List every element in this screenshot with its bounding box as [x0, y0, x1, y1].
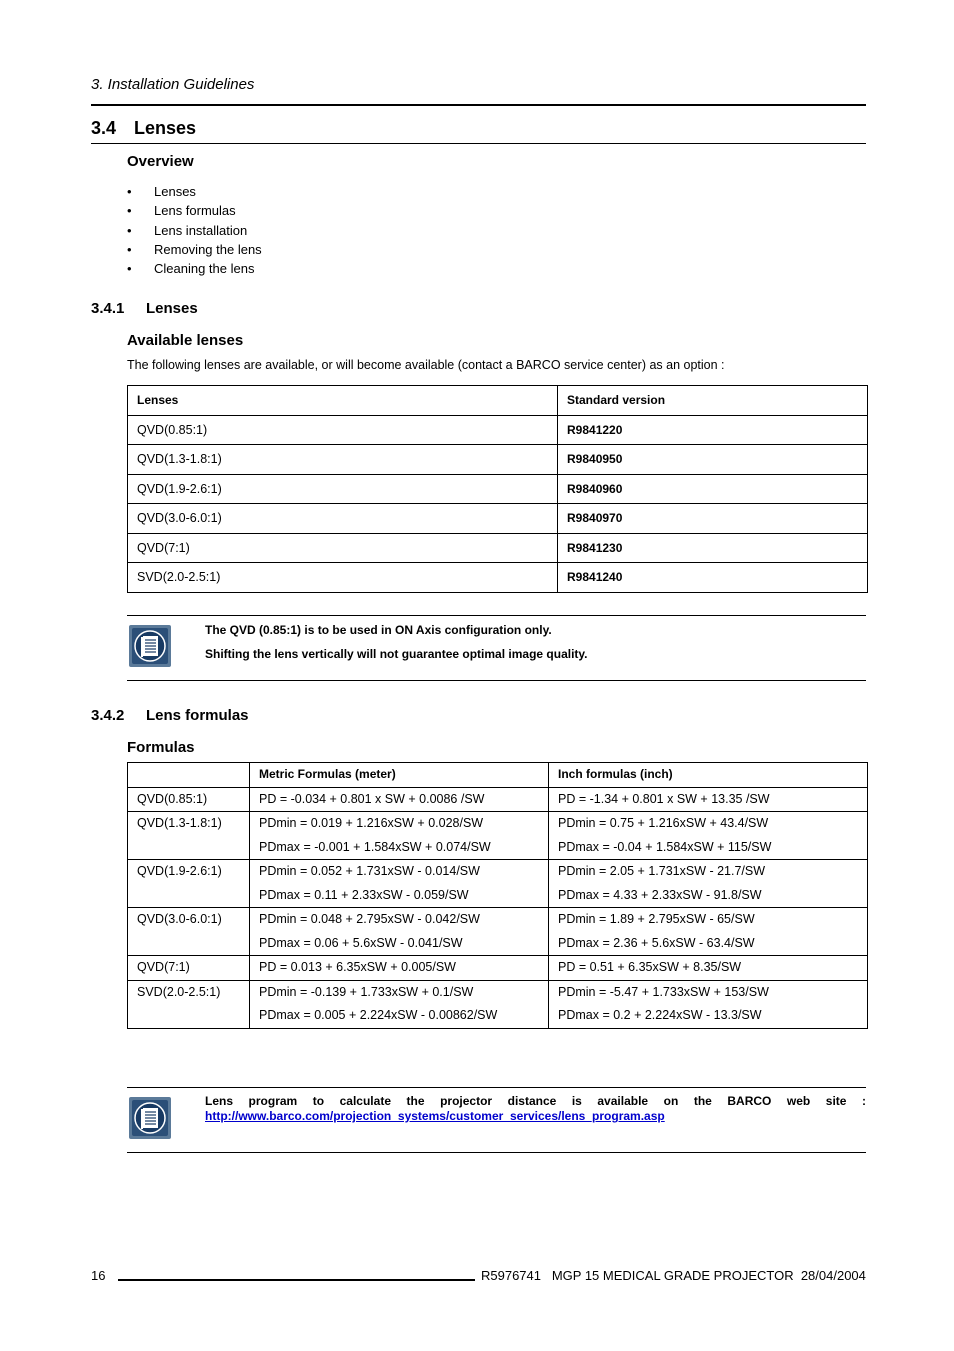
table-row [128, 956, 868, 981]
available-lenses-intro: The following lenses are available, or will become available (contact a BARCO service center) as an option : [127, 358, 725, 372]
table-header-row [128, 763, 868, 788]
formulas-table [127, 762, 868, 1029]
inch-formula-cell [549, 908, 868, 956]
table-row [128, 787, 868, 812]
note-line-2: Shifting the lens vertically will not guarantee optimal image quality. [205, 647, 588, 661]
note-text [205, 618, 866, 666]
metric-formula-cell [250, 860, 549, 908]
standard-version-cell: R9841230 [558, 533, 868, 563]
page-number: 16 [91, 1268, 106, 1283]
standard-version-cell: R9841220 [558, 415, 868, 445]
lens-name-cell: QVD(1.3-1.8:1) [128, 812, 250, 860]
note-text [205, 1094, 866, 1124]
formula-line: PD = -1.34 + 0.801 x SW + 13.35 /SW [558, 791, 770, 806]
table-row [128, 812, 868, 860]
standard-version-cell: R9841240 [558, 563, 868, 593]
metric-formula-cell [250, 812, 549, 860]
formula-line: PDmin = 0.048 + 2.795xSW - 0.042/SW [259, 912, 480, 926]
lens-name-cell: SVD(2.0-2.5:1) [128, 980, 250, 1028]
inch-formula-cell [549, 812, 868, 860]
section-title-text: Lenses [134, 118, 197, 138]
inch-formula-cell [549, 980, 868, 1028]
metric-formula-cell [250, 908, 549, 956]
note-book-icon [129, 1097, 171, 1139]
footer-rule [118, 1279, 475, 1281]
list-item: • Lens formulas [127, 201, 262, 220]
table-row [128, 474, 868, 504]
note-book-icon [129, 625, 171, 667]
lens-name-cell: QVD(1.3-1.8:1) [128, 445, 558, 475]
formula-line: PDmin = 2.05 + 1.731xSW - 21.7/SW [558, 864, 766, 878]
note-box-axis [127, 615, 866, 681]
overview-list [127, 182, 262, 278]
formula-line: PDmax = 4.33 + 2.33xSW - 91.8/SW [558, 887, 762, 902]
lens-name-cell: QVD(1.9-2.6:1) [128, 474, 558, 504]
table-row [128, 860, 868, 908]
formula-line: PD = 0.51 + 6.35xSW + 8.35/SW [558, 960, 742, 974]
table-row [128, 415, 868, 445]
inch-formula-cell [549, 956, 868, 981]
list-item: • Cleaning the lens [127, 259, 262, 278]
subsection-number: 3.4.2 [91, 707, 125, 724]
lens-name-cell: QVD(7:1) [128, 533, 558, 563]
inch-formula-cell [549, 860, 868, 908]
table-row [128, 445, 868, 475]
formula-line: PDmax = 0.11 + 2.33xSW - 0.059/SW [259, 887, 469, 902]
formula-line: PD = 0.013 + 6.35xSW + 0.005/SW [259, 960, 456, 974]
table-row [128, 533, 868, 563]
section-title [91, 118, 196, 139]
table-header-cell: Standard version [558, 386, 868, 416]
note-box-lens-program [127, 1087, 866, 1153]
section-rule [91, 143, 866, 144]
metric-formula-cell [250, 980, 549, 1028]
inch-formula-cell [549, 787, 868, 812]
list-item: • Lenses [127, 182, 262, 201]
formulas-heading: Formulas [127, 739, 195, 756]
metric-formula-cell [250, 956, 549, 981]
formula-line: PDmax = 0.005 + 2.224xSW - 0.00862/SW [259, 1008, 498, 1022]
subsection-title-text: Lenses [146, 300, 198, 317]
table-header-cell: Lenses [128, 386, 558, 416]
table-header-row [128, 386, 868, 416]
formula-line: PDmin = -5.47 + 1.733xSW + 153/SW [558, 984, 769, 999]
table-row [128, 980, 868, 1028]
table-header-cell: Metric Formulas (meter) [250, 763, 549, 788]
table-row [128, 908, 868, 956]
lens-name-cell: QVD(7:1) [128, 956, 250, 981]
formula-line: PD = -0.034 + 0.801 x SW + 0.0086 /SW [259, 791, 485, 806]
footer-doc-info: R5976741 MGP 15 MEDICAL GRADE PROJECTOR 28/04/2004 [481, 1268, 866, 1283]
lens-name-cell: SVD(2.0-2.5:1) [128, 563, 558, 593]
chapter-header: 3. Installation Guidelines [91, 76, 255, 93]
lens-name-cell: QVD(3.0-6.0:1) [128, 504, 558, 534]
lens-name-cell: QVD(0.85:1) [128, 415, 558, 445]
note-line-1: The QVD (0.85:1) is to be used in ON Axis configuration only. [205, 623, 552, 637]
table-header-cell [128, 763, 250, 788]
lens-name-cell: QVD(0.85:1) [128, 787, 250, 812]
metric-formula-cell [250, 787, 549, 812]
table-header-cell: Inch formulas (inch) [549, 763, 868, 788]
header-rule [91, 104, 866, 106]
formula-line: PDmax = 2.36 + 5.6xSW - 63.4/SW [558, 935, 755, 950]
lens-program-link[interactable]: http://www.barco.com/projection_systems/customer_services/lens_program.asp [205, 1109, 665, 1123]
formula-line: PDmax = 0.06 + 5.6xSW - 0.041/SW [259, 935, 463, 950]
standard-version-cell: R9840950 [558, 445, 868, 475]
overview-heading: Overview [127, 153, 194, 170]
table-row [128, 504, 868, 534]
formula-line: PDmin = 0.019 + 1.216xSW + 0.028/SW [259, 816, 484, 830]
subsection-title-text: Lens formulas [146, 707, 249, 724]
standard-version-cell: R9840970 [558, 504, 868, 534]
available-lenses-heading: Available lenses [127, 332, 244, 349]
standard-version-cell: R9840960 [558, 474, 868, 504]
note-line-1: Lens program to calculate the projector distance is available on the BARCO web site : [205, 1094, 866, 1108]
list-item: • Removing the lens [127, 240, 262, 259]
formula-line: PDmax = -0.04 + 1.584xSW + 115/SW [558, 839, 772, 854]
list-item: • Lens installation [127, 221, 262, 240]
subsection-lenses-title [91, 300, 198, 317]
subsection-number: 3.4.1 [91, 300, 125, 317]
formula-line: PDmin = 0.75 + 1.216xSW + 43.4/SW [558, 816, 769, 830]
section-number: 3.4 [91, 118, 117, 138]
formula-line: PDmin = 0.052 + 1.731xSW - 0.014/SW [259, 864, 480, 878]
formula-line: PDmax = 0.2 + 2.224xSW - 13.3/SW [558, 1008, 762, 1022]
table-row [128, 563, 868, 593]
lens-name-cell: QVD(1.9-2.6:1) [128, 860, 250, 908]
lenses-table [127, 385, 868, 593]
subsection-formulas-title [91, 707, 249, 724]
formula-line: PDmin = -0.139 + 1.733xSW + 0.1/SW [259, 984, 474, 999]
formula-line: PDmax = -0.001 + 1.584xSW + 0.074/SW [259, 839, 491, 854]
formula-line: PDmin = 1.89 + 2.795xSW - 65/SW [558, 912, 755, 926]
lens-name-cell: QVD(3.0-6.0:1) [128, 908, 250, 956]
